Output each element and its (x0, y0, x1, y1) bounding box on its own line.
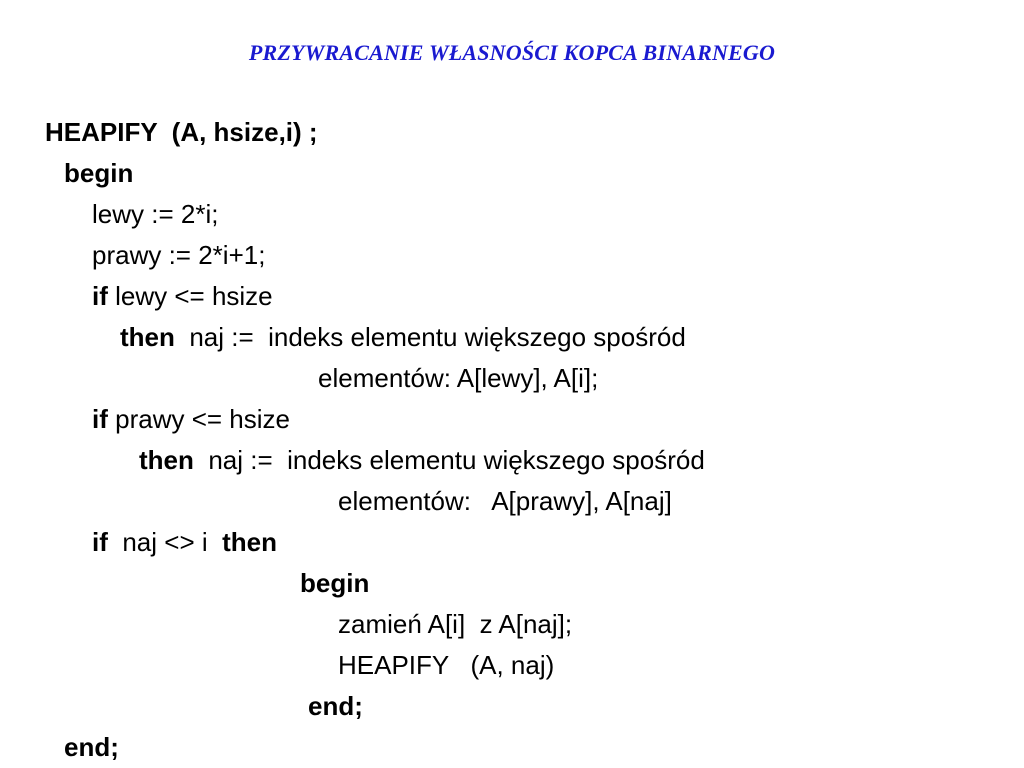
begin-keyword: begin (64, 158, 134, 188)
then-prawy-text: naj := indeks elementu większego spośród (193, 445, 705, 475)
slide-title: PRZYWRACANIE WŁASNOŚCI KOPCA BINARNEGO (248, 40, 776, 65)
then-keyword: then (222, 527, 277, 557)
inner-end-keyword: end; (308, 691, 363, 721)
if-prawy-line (92, 403, 290, 435)
if-keyword: if (92, 404, 108, 434)
recursive-call: HEAPIFY (A, naj) (338, 650, 555, 680)
if-prawy-condition: prawy <= hsize (107, 404, 290, 434)
if-lewy-condition: lewy <= hsize (107, 281, 273, 311)
then-lewy-text: naj := indeks elementu większego spośród (174, 322, 686, 352)
if-keyword: if (92, 281, 108, 311)
if-naj-line (92, 526, 277, 558)
end-keyword: end; (64, 732, 119, 762)
if-lewy-line (92, 280, 273, 312)
then-prawy-continuation: elementów: A[prawy], A[naj] (338, 486, 672, 516)
inner-begin-keyword: begin (300, 568, 370, 598)
swap-statement: zamień A[i] z A[naj]; (338, 609, 573, 639)
then-lewy-line (120, 321, 686, 353)
then-prawy-line (139, 444, 705, 476)
prawy-assignment: prawy := 2*i+1; (92, 240, 266, 270)
if-keyword: if (92, 527, 108, 557)
then-keyword: then (120, 322, 175, 352)
then-keyword: then (139, 445, 194, 475)
lewy-assignment: lewy := 2*i; (92, 199, 219, 229)
then-lewy-continuation: elementów: A[lewy], A[i]; (318, 363, 599, 393)
procedure-header: HEAPIFY (A, hsize,i) ; (45, 117, 318, 147)
if-naj-condition: naj <> i (107, 527, 223, 557)
